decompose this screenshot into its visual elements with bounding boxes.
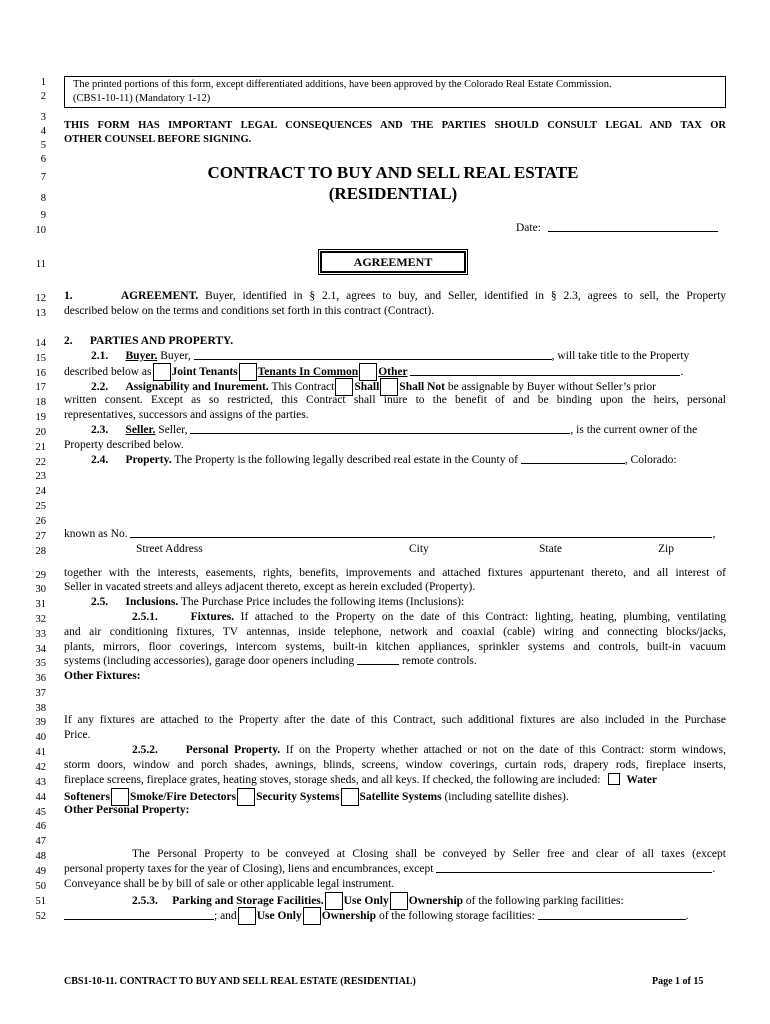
storage-facilities-text: of the following storage facilities: — [378, 910, 535, 922]
together-line-1: together with the interests, easements, rights, benefits, improvements and attached fixtures appurtenant thereto, and all interest of — [64, 567, 726, 579]
line-number: 14 — [35, 338, 46, 349]
line-number: 26 — [35, 516, 46, 527]
s23-seller-text: Seller, — [158, 424, 188, 436]
conveyance-line-2: personal property taxes for the year of Closing), liens and encumbrances, except . — [64, 863, 716, 875]
line-number: 23 — [35, 471, 46, 482]
line-number: 27 — [35, 531, 46, 542]
satellite-systems-label: Satellite Systems — [359, 791, 442, 803]
date-label: Date: — [516, 222, 541, 234]
s253-number: 2.5.3. — [132, 895, 158, 907]
s251-remote-text: remote controls. — [402, 655, 477, 667]
tenancy-line: described below as Joint Tenants Tenants In Common Other . — [64, 363, 726, 381]
s252-number: 2.5.2. — [132, 744, 158, 756]
encumbrances-blank[interactable] — [436, 862, 712, 873]
footer-page-number: Page 1 of 15 — [652, 976, 704, 987]
s24-heading: Property. — [125, 454, 172, 466]
s251-garage-text: systems (including accessories), garage door openers including — [64, 655, 355, 667]
buyer-line — [64, 349, 726, 363]
s251-text: If attached to the Property on the date of this Contract: lighting, heating, plumbing, ventilating — [240, 611, 727, 623]
date-field[interactable] — [516, 221, 726, 235]
approval-notice-line: The printed portions of this form, except differentiated additions, have been approved by the Colorado Real Estate Commission. — [73, 79, 612, 90]
line-number: 47 — [35, 836, 46, 847]
s22-number: 2.2. — [91, 381, 109, 393]
s22-heading: Assignability and Inurement. — [125, 381, 269, 393]
line-number: 2 — [40, 91, 46, 102]
conveyance-text-2: personal property taxes for the year of Closing), liens and encumbrances, except — [64, 863, 434, 875]
water-softeners-checkbox[interactable] — [608, 773, 620, 785]
section-2-heading: 2. PARTIES AND PROPERTY. — [64, 335, 234, 347]
seller-name-blank[interactable] — [190, 423, 570, 434]
inurement-line: written consent. Except as so restricted, this Contract shall inure to the benefit of and be binding upon the heirs, personal — [64, 394, 726, 406]
line-number: 44 — [35, 792, 46, 803]
shall-not-label: Shall Not — [399, 381, 445, 393]
s25-heading: Inclusions. — [125, 596, 179, 608]
line-number: 41 — [35, 747, 46, 758]
fixtures-line-3: plants, mirrors, floor coverings, intercom systems, built-in kitchen appliances, sprinkler systems and controls, built-in vacuum — [64, 641, 726, 653]
water-label: Water — [626, 774, 657, 786]
s251-heading: Fixtures. — [190, 611, 235, 623]
line-number: 51 — [35, 896, 46, 907]
known-as-line: known as No. , — [64, 528, 716, 540]
line-number: 32 — [35, 614, 46, 625]
s24-legal-text: The Property is the following legally described real estate in the County of — [174, 454, 518, 466]
parking-ownership-label: Ownership — [408, 895, 464, 907]
legal-warning-line-1: THIS FORM HAS IMPORTANT LEGAL CONSEQUENCES AND THE PARTIES SHOULD CONSULT LEGAL AND TAX OR — [64, 120, 726, 131]
line-number: 40 — [35, 732, 46, 743]
s23-owner-text: , is the current owner of the — [570, 424, 698, 436]
s21-title-text: , will take title to the Property — [551, 350, 690, 362]
line-number: 5 — [40, 140, 46, 151]
section-1-text: Buyer, identified in § 2.1, agrees to buy, and Seller, identified in § 2.3, agrees to sell, the Property — [205, 290, 727, 302]
line-number: 21 — [35, 442, 46, 453]
line-number: 28 — [35, 546, 46, 557]
approval-notice-box — [64, 76, 726, 108]
date-blank[interactable] — [548, 221, 718, 232]
line-number: 35 — [35, 658, 46, 669]
remote-count-blank[interactable] — [357, 654, 399, 665]
line-number: 12 — [35, 293, 46, 304]
line-number: 10 — [35, 225, 46, 236]
storage-and-text: ; and — [214, 910, 237, 922]
line-number: 37 — [35, 688, 46, 699]
line-number: 4 — [40, 126, 46, 137]
line-number: 43 — [35, 777, 46, 788]
line-number: 9 — [40, 210, 46, 221]
line-number: 22 — [35, 457, 46, 468]
storage-facilities-blank[interactable] — [538, 909, 686, 920]
street-address-caption: Street Address — [136, 543, 203, 555]
softeners-label: Softeners — [64, 791, 110, 803]
inclusions-line — [64, 595, 726, 609]
line-number: 6 — [40, 154, 46, 165]
shall-label: Shall — [354, 381, 380, 393]
city-caption: City — [409, 543, 429, 555]
tenants-in-common-label: Tenants In Common — [257, 366, 359, 378]
line-number: 31 — [35, 599, 46, 610]
known-as-label: known as No. — [64, 528, 128, 540]
line-number: 49 — [35, 866, 46, 877]
line-number: 36 — [35, 673, 46, 684]
line-number: 45 — [35, 807, 46, 818]
successors-line: representatives, successors and assigns of the parties. — [64, 409, 309, 421]
s21-number: 2.1. — [91, 350, 109, 362]
personal-property-line-1 — [64, 743, 726, 757]
agreement-heading: AGREEMENT — [320, 251, 466, 273]
s252-heading: Personal Property. — [185, 744, 281, 756]
parking-facilities-text: of the following parking facilities: — [465, 895, 624, 907]
line-number: 50 — [35, 881, 46, 892]
security-systems-label: Security Systems — [256, 791, 340, 803]
line-number: 11 — [35, 259, 46, 270]
county-blank[interactable] — [521, 453, 625, 464]
buyer-name-blank[interactable] — [194, 349, 552, 360]
section-1-line-2: described below on the terms and conditions set forth in this contract (Contract). — [64, 305, 435, 317]
conveyance-text-1: The Personal Property to be conveyed at Closing shall be conveyed by Seller free and clear of all taxes (except — [132, 848, 726, 860]
satellite-note: (including satellite dishes). — [444, 791, 569, 803]
line-number: 24 — [35, 486, 46, 497]
document-subtitle: (RESIDENTIAL) — [328, 184, 458, 203]
after-fixtures-line-1: If any fixtures are attached to the Property after the date of this Contract, such additional fixtures are also included in the Purchase — [64, 714, 726, 726]
zip-caption: Zip — [658, 543, 674, 555]
parking-facilities-blank[interactable] — [64, 909, 214, 920]
seller-line — [64, 423, 726, 437]
personal-property-line-2: storm doors, window and porch shades, awnings, blinds, screens, window coverings, curtain rods, drapery rods, fireplace inserts, — [64, 759, 726, 771]
joint-tenants-label: Joint Tenants — [171, 366, 238, 378]
line-number: 20 — [35, 427, 46, 438]
line-number: 7 — [40, 172, 46, 183]
line-number: 17 — [35, 382, 46, 393]
fixtures-line-2: and air conditioning fixtures, TV antennas, inside telephone, network and coaxial (cable) wiring and connecting blocks/jacks, — [64, 626, 726, 638]
line-number: 18 — [35, 397, 46, 408]
smoke-detectors-label: Smoke/Fire Detectors — [130, 791, 237, 803]
line-number: 16 — [35, 368, 46, 379]
line-number: 42 — [35, 762, 46, 773]
s21-described-text: described below as — [64, 366, 152, 378]
section-1-number: 1. — [64, 290, 73, 302]
line-number: 25 — [35, 501, 46, 512]
s22-contract-text: This Contract — [271, 381, 335, 393]
parking-use-only-label: Use Only — [343, 895, 389, 907]
property-line — [64, 453, 726, 467]
s23-heading: Seller. — [125, 424, 156, 436]
s25-text: The Purchase Price includes the following items (Inclusions): — [180, 596, 465, 608]
s23-number: 2.3. — [91, 424, 109, 436]
property-described-line: Property described below. — [64, 439, 184, 451]
other-fixtures-label: Other Fixtures: — [64, 670, 141, 682]
other-tenancy-label: Other — [378, 366, 408, 378]
storage-ownership-label: Ownership — [321, 910, 377, 922]
s252-checked-text: fireplace screens, fireplace grates, heating stoves, storage sheds, and all keys. If checked, the following are included: — [64, 774, 601, 786]
section-1-line-1 — [64, 289, 726, 303]
line-number: 1 — [40, 77, 46, 88]
other-personal-property-label: Other Personal Property: — [64, 804, 190, 816]
s21-buyer-text: Buyer, — [160, 350, 191, 362]
line-number: 8 — [40, 193, 46, 204]
s25-number: 2.5. — [91, 596, 109, 608]
s22-assignable-text: be assignable by Buyer without Seller’s prior — [447, 381, 656, 393]
conveyance-line-3: Conveyance shall be by bill of sale or other applicable legal instrument. — [64, 878, 395, 890]
line-number: 52 — [35, 911, 46, 922]
line-number: 29 — [35, 570, 46, 581]
storage-use-only-label: Use Only — [256, 910, 302, 922]
line-number: 3 — [40, 112, 46, 123]
other-tenancy-blank[interactable] — [410, 365, 680, 376]
line-number: 15 — [35, 353, 46, 364]
legal-warning-line-2: OTHER COUNSEL BEFORE SIGNING. — [64, 134, 252, 145]
s24-number: 2.4. — [91, 454, 109, 466]
fixtures-line-1 — [64, 610, 726, 624]
together-line-2: Seller in vacated streets and alleys adjacent thereto, except as herein excluded (Property). — [64, 581, 476, 593]
address-blank[interactable] — [130, 527, 712, 538]
conveyance-line-1 — [64, 847, 726, 861]
line-number: 34 — [35, 644, 46, 655]
after-fixtures-line-2: Price. — [64, 729, 91, 741]
line-number: 48 — [35, 851, 46, 862]
section-1-heading: AGREEMENT. — [120, 290, 199, 302]
form-code-line: (CBS1-10-11) (Mandatory 1-12) — [73, 93, 211, 104]
line-number: 30 — [35, 584, 46, 595]
s252-text: If on the Property whether attached or not on the date of this Contract: storm windows, — [285, 744, 727, 756]
fixtures-line-4 — [64, 654, 726, 668]
personal-property-line-3 — [64, 773, 726, 787]
s21-heading: Buyer. — [125, 350, 158, 362]
footer-form-title: CBS1-10-11. CONTRACT TO BUY AND SELL REAL ESTATE (RESIDENTIAL) — [64, 976, 416, 987]
s24-colorado-text: , Colorado: — [624, 454, 677, 466]
line-number: 38 — [35, 703, 46, 714]
line-number: 19 — [35, 412, 46, 423]
state-caption: State — [539, 543, 562, 555]
line-number: 46 — [35, 821, 46, 832]
line-number: 13 — [35, 308, 46, 319]
storage-ownership-checkbox[interactable] — [303, 907, 321, 925]
line-number: 39 — [35, 717, 46, 728]
s251-number: 2.5.1. — [132, 611, 158, 623]
document-title: CONTRACT TO BUY AND SELL REAL ESTATE — [207, 163, 579, 182]
s253-heading: Parking and Storage Facilities. — [172, 895, 324, 907]
storage-use-only-checkbox[interactable] — [238, 907, 256, 925]
storage-line: ; and Use Only Ownership of the following storage facilities: . — [64, 907, 726, 925]
line-number: 33 — [35, 629, 46, 640]
